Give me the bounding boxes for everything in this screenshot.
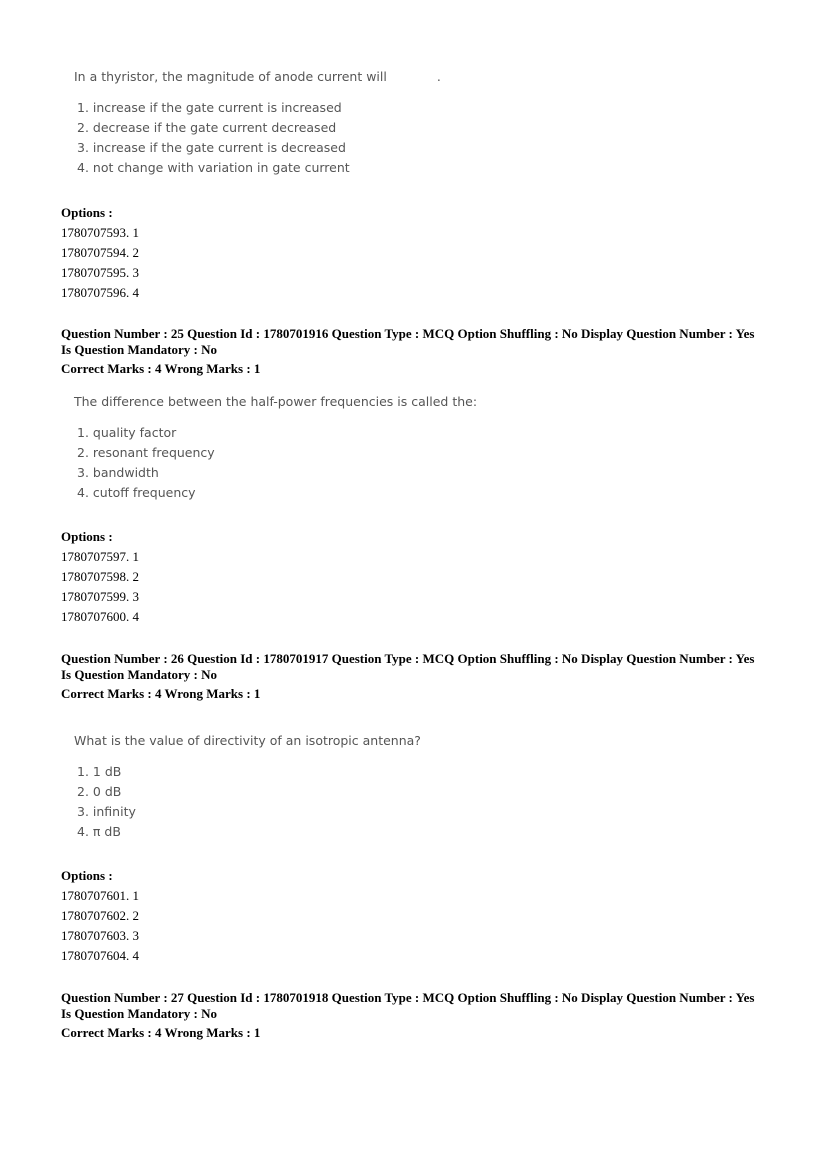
- choice-item: 2. resonant frequency: [77, 445, 215, 460]
- option-id: 1780707599. 3: [61, 589, 139, 604]
- question-image: [74, 394, 477, 503]
- options-label: Options :: [61, 205, 113, 220]
- meta-line: Question Number : 25 Question Id : 1780701916 Question Type : MCQ Option Shuffling : No Display Question Number : Yes: [61, 326, 755, 341]
- option-id: 1780707597. 1: [61, 549, 139, 564]
- option-id: 1780707594. 2: [61, 245, 139, 260]
- option-id: 1780707601. 1: [61, 888, 139, 903]
- choice-list: [74, 423, 477, 503]
- option-id: 1780707600. 4: [61, 609, 139, 624]
- choice-item: 1. quality factor: [77, 425, 177, 440]
- choice-item: 1. 1 dB: [77, 764, 122, 779]
- question-stem: The difference between the half-power frequencies is called the:: [74, 394, 478, 409]
- meta-line: Question Number : 27 Question Id : 1780701918 Question Type : MCQ Option Shuffling : No Display Question Number : Yes: [61, 990, 755, 1005]
- choice-item: 2. 0 dB: [77, 784, 122, 799]
- choice-item: 2. decrease if the gate current decreased: [77, 120, 337, 135]
- meta-line: Is Question Mandatory : No: [61, 342, 218, 357]
- option-id: 1780707604. 4: [61, 948, 139, 963]
- option-id: 1780707598. 2: [61, 569, 139, 584]
- choice-item: 4. π dB: [77, 824, 121, 839]
- marks-line: Correct Marks : 4 Wrong Marks : 1: [61, 1025, 261, 1040]
- options-block: [61, 527, 139, 627]
- choice-item: 4. cutoff frequency: [77, 485, 196, 500]
- question-image: [74, 733, 421, 842]
- options-label: Options :: [61, 868, 113, 883]
- choice-item: 3. infinity: [77, 804, 136, 819]
- meta-line: Question Number : 26 Question Id : 1780701917 Question Type : MCQ Option Shuffling : No Display Question Number : Yes: [61, 651, 755, 666]
- choice-list: [74, 762, 421, 842]
- question-meta: [61, 326, 754, 377]
- marks-line: Correct Marks : 4 Wrong Marks : 1: [61, 686, 261, 701]
- option-id: 1780707602. 2: [61, 908, 139, 923]
- choice-item: 3. increase if the gate current is decreased: [77, 140, 346, 155]
- choice-item: 1. increase if the gate current is increased: [77, 100, 342, 115]
- options-block: [61, 866, 139, 966]
- marks-line: Correct Marks : 4 Wrong Marks : 1: [61, 361, 261, 376]
- option-id: 1780707603. 3: [61, 928, 139, 943]
- question-stem: What is the value of directivity of an isotropic antenna?: [74, 733, 421, 748]
- meta-line: Is Question Mandatory : No: [61, 667, 218, 682]
- meta-line: Is Question Mandatory : No: [61, 1006, 218, 1021]
- options-label: Options :: [61, 529, 113, 544]
- option-id: 1780707595. 3: [61, 265, 139, 280]
- question-meta: [61, 990, 754, 1041]
- option-id: 1780707596. 4: [61, 285, 139, 300]
- question-stem: In a thyristor, the magnitude of anode current will .: [74, 69, 441, 84]
- choice-item: 4. not change with variation in gate current: [77, 160, 350, 175]
- option-id: 1780707593. 1: [61, 225, 139, 240]
- question-image: [74, 69, 441, 178]
- options-block: [61, 203, 139, 303]
- choice-list: [74, 98, 441, 178]
- question-meta: [61, 651, 754, 702]
- choice-item: 3. bandwidth: [77, 465, 159, 480]
